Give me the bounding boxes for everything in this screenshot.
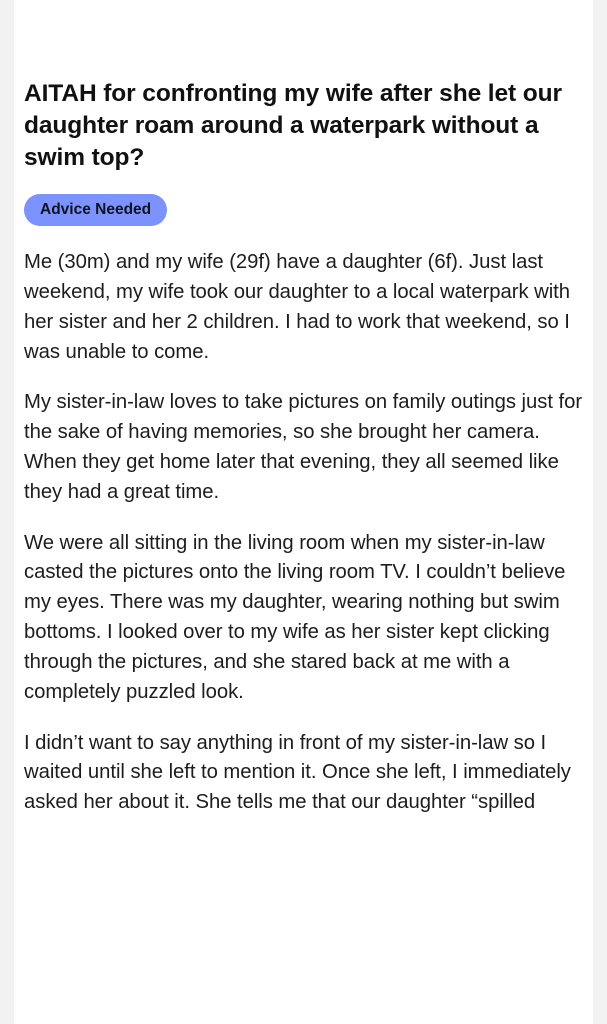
right-margin-rule: [593, 0, 607, 1024]
left-margin-rule: [0, 0, 14, 1024]
post-paragraph: We were all sitting in the living room when my sister-in-law casted the pictures onto the living room TV. I couldn’t believe my eyes. There was my daughter, wearing nothing but swim bottoms. I looked over to my wife as her sister kept clicking through the pictures, and she stared back at me with a completely puzzled look.: [24, 531, 566, 703]
post-paragraph: Me (30m) and my wife (29f) have a daughter (6f). Just last weekend, my wife took our daughter to a local waterpark with her sister and her 2 children. I had to work that weekend, so I was unable to come.: [24, 251, 571, 363]
post-paragraph: My sister-in-law loves to take pictures on family outings just for the sake of having memories, so she brought her camera. When they get home later that evening, they all seemed like they had a great time.: [24, 391, 583, 503]
post-content: [24, 78, 583, 818]
post-paragraph: I didn’t want to say anything in front of my sister-in-law so I waited until she left to mention it. Once she left, I immediately asked her about it. She tells me that our daughter “spilled: [24, 731, 571, 814]
status-badge[interactable]: Advice Needed: [24, 194, 167, 227]
flair-row: [24, 194, 583, 227]
post-body: [24, 248, 583, 818]
page-title: AITAH for confronting my wife after she let our daughter roam around a waterpark without a swim top?: [24, 80, 562, 171]
